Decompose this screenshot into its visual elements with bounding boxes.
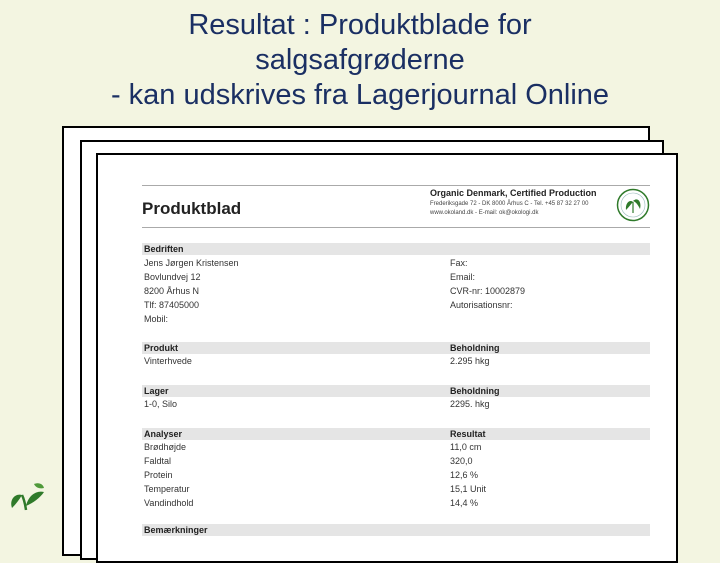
company-email: Email: [450,272,476,282]
analyses-header: Analyser [144,429,183,439]
company-header: Bedriften [144,244,184,254]
top-rule [142,185,650,186]
analysis-value: 320,0 [450,456,473,466]
organic-leaf-seal-icon [616,188,650,222]
analyses-band [142,428,650,440]
company-city: 8200 Århus N [144,286,200,296]
analysis-value: 12,6 % [450,470,479,480]
header-rule [142,227,650,228]
remarks-header: Bemærkninger [144,525,208,535]
product-band [142,342,650,354]
company-phone: Tlf: 87405000 [144,300,200,310]
company-name: Jens Jørgen Kristensen [144,258,239,268]
company-authorisation: Autorisationsnr: [450,300,513,310]
analysis-name: Vandindhold [144,498,194,508]
org-name: Organic Denmark, Certified Production [430,188,597,198]
storage-header: Lager [144,386,169,396]
company-band [142,243,650,255]
analysis-name: Faldtal [144,456,172,466]
analyses-result-header: Resultat [450,429,486,439]
storage-holding-header: Beholdning [450,386,500,396]
slide-title-line-1: Resultat : Produktblade for [188,9,532,41]
product-sheet-heading: Produktblad [142,199,242,218]
org-web: www.okoland.dk - E-mail: ok@okologi.dk [430,210,539,216]
company-street: Bovlundvej 12 [144,272,201,282]
remarks-band [142,524,650,536]
analysis-value: 14,4 % [450,498,479,508]
storage-band [142,385,650,397]
product-sheet [96,153,678,563]
storage-amount: 2295. hkg [450,399,490,409]
product-header: Produkt [144,343,179,353]
analysis-value: 11,0 cm [450,442,482,452]
slide-title [0,8,720,113]
company-mobile: Mobil: [144,314,169,324]
analysis-value: 15,1 Unit [450,484,487,494]
company-fax: Fax: [450,258,468,268]
company-cvr: CVR-nr: 10002879 [450,286,526,296]
product-name: Vinterhvede [144,356,192,366]
analysis-name: Temperatur [144,484,190,494]
slide-title-line-3: - kan udskrives fra Lagerjournal Online [110,79,610,111]
product-holding-header: Beholdning [450,343,500,353]
product-amount: 2.295 hkg [450,356,490,366]
analysis-name: Brødhøjde [144,442,187,452]
okologi-sprout-icon [6,478,50,514]
analysis-name: Protein [144,470,173,480]
org-address: Frederiksgade 72 - DK 8000 Århus C - Tel. +45 87 32 27 00 [430,201,589,207]
storage-name: 1-0, Silo [144,399,178,409]
slide-title-line-2: salgsafgrøderne [255,44,465,76]
